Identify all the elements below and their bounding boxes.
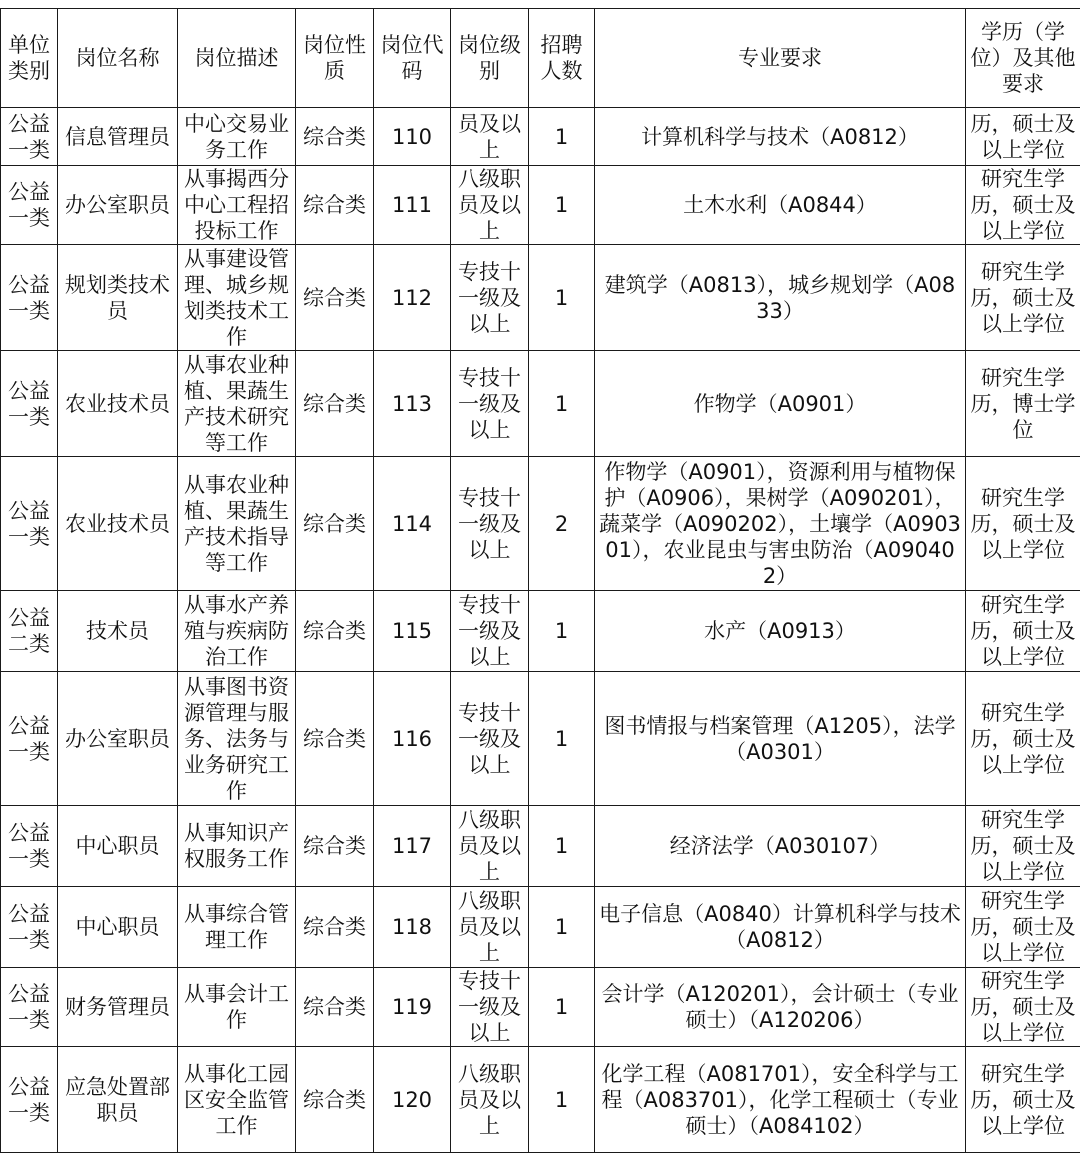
table-row — [1, 108, 1080, 166]
count-cell: 1 — [529, 887, 595, 968]
unit-type-cell: 公益一类 — [1, 351, 58, 457]
code-cell: 120 — [374, 1047, 451, 1153]
header-row — [1, 9, 1080, 108]
education-cell: 研究生学历，硕士及以上学位 — [966, 591, 1080, 672]
header-level: 岗位级别 — [451, 9, 529, 108]
post-name-cell: 农业技术员 — [58, 457, 178, 591]
unit-type-cell: 公益一类 — [1, 887, 58, 968]
nature-cell: 综合类 — [296, 166, 374, 245]
post-name-cell: 应急处置部职员 — [58, 1047, 178, 1153]
description-cell: 从事农业种植、果蔬生产技术指导等工作 — [178, 457, 296, 591]
header-post-name: 岗位名称 — [58, 9, 178, 108]
unit-type-cell: 公益一类 — [1, 108, 58, 166]
description-cell: 从事化工园区安全监管工作 — [178, 1047, 296, 1153]
recruitment-table — [0, 8, 1080, 1153]
major-cell: 电子信息（A0840）计算机科学与技术（A0812） — [595, 887, 966, 968]
level-cell: 专技十一级及以上 — [451, 245, 529, 351]
level-cell: 员及以上 — [451, 108, 529, 166]
header-code: 岗位代码 — [374, 9, 451, 108]
count-cell: 1 — [529, 166, 595, 245]
table-row — [1, 806, 1080, 887]
table-row — [1, 351, 1080, 457]
major-cell: 水产（A0913） — [595, 591, 966, 672]
post-name-cell: 技术员 — [58, 591, 178, 672]
post-name-cell: 办公室职员 — [58, 672, 178, 806]
unit-type-cell: 公益一类 — [1, 166, 58, 245]
table-row — [1, 245, 1080, 351]
description-cell: 从事会计工作 — [178, 968, 296, 1047]
nature-cell: 综合类 — [296, 672, 374, 806]
major-cell: 图书情报与档案管理（A1205），法学（A0301） — [595, 672, 966, 806]
table-row — [1, 672, 1080, 806]
nature-cell: 综合类 — [296, 457, 374, 591]
level-cell: 八级职员及以上 — [451, 887, 529, 968]
level-cell: 专技十一级及以上 — [451, 591, 529, 672]
table-row — [1, 1047, 1080, 1153]
nature-cell: 综合类 — [296, 351, 374, 457]
code-cell: 116 — [374, 672, 451, 806]
count-cell: 2 — [529, 457, 595, 591]
nature-cell: 综合类 — [296, 806, 374, 887]
count-cell: 1 — [529, 968, 595, 1047]
major-cell: 会计学（A120201），会计硕士（专业硕士）（A120206） — [595, 968, 966, 1047]
education-cell: 研究生学历，硕士及以上学位 — [966, 672, 1080, 806]
post-name-cell: 中心职员 — [58, 806, 178, 887]
major-cell: 作物学（A0901） — [595, 351, 966, 457]
level-cell: 专技十一级及以上 — [451, 672, 529, 806]
code-cell: 113 — [374, 351, 451, 457]
education-cell: 历，硕士及以上学位 — [966, 108, 1080, 166]
count-cell: 1 — [529, 806, 595, 887]
description-cell: 从事综合管理工作 — [178, 887, 296, 968]
nature-cell: 综合类 — [296, 108, 374, 166]
nature-cell: 综合类 — [296, 887, 374, 968]
code-cell: 114 — [374, 457, 451, 591]
post-name-cell: 农业技术员 — [58, 351, 178, 457]
count-cell: 1 — [529, 591, 595, 672]
code-cell: 111 — [374, 166, 451, 245]
education-cell: 研究生学历，硕士及以上学位 — [966, 166, 1080, 245]
description-cell: 从事水产养殖与疾病防治工作 — [178, 591, 296, 672]
post-name-cell: 规划类技术员 — [58, 245, 178, 351]
header-count: 招聘人数 — [529, 9, 595, 108]
education-cell: 研究生学历，硕士及以上学位 — [966, 887, 1080, 968]
count-cell: 1 — [529, 672, 595, 806]
level-cell: 八级职员及以上 — [451, 166, 529, 245]
level-cell: 专技十一级及以上 — [451, 457, 529, 591]
post-name-cell: 办公室职员 — [58, 166, 178, 245]
education-cell: 研究生学历，硕士及以上学位 — [966, 1047, 1080, 1153]
description-cell: 从事农业种植、果蔬生产技术研究等工作 — [178, 351, 296, 457]
level-cell: 八级职员及以上 — [451, 1047, 529, 1153]
count-cell: 1 — [529, 108, 595, 166]
description-cell: 从事建设管理、城乡规划类技术工作 — [178, 245, 296, 351]
header-education: 学历（学位）及其他要求 — [966, 9, 1080, 108]
post-name-cell: 信息管理员 — [58, 108, 178, 166]
education-cell: 研究生学历，博士学位 — [966, 351, 1080, 457]
count-cell: 1 — [529, 351, 595, 457]
major-cell: 经济法学（A030107） — [595, 806, 966, 887]
education-cell: 研究生学历，硕士及以上学位 — [966, 245, 1080, 351]
major-cell: 化学工程（A081701），安全科学与工程（A083701），化学工程硕士（专业硕士）（A084102） — [595, 1047, 966, 1153]
count-cell: 1 — [529, 245, 595, 351]
unit-type-cell: 公益一类 — [1, 245, 58, 351]
table-row — [1, 968, 1080, 1047]
unit-type-cell: 公益一类 — [1, 1047, 58, 1153]
unit-type-cell: 公益二类 — [1, 591, 58, 672]
major-cell: 建筑学（A0813），城乡规划学（A0833） — [595, 245, 966, 351]
major-cell: 计算机科学与技术（A0812） — [595, 108, 966, 166]
code-cell: 110 — [374, 108, 451, 166]
count-cell: 1 — [529, 1047, 595, 1153]
unit-type-cell: 公益一类 — [1, 457, 58, 591]
description-cell: 中心交易业务工作 — [178, 108, 296, 166]
nature-cell: 综合类 — [296, 245, 374, 351]
level-cell: 八级职员及以上 — [451, 806, 529, 887]
education-cell: 研究生学历，硕士及以上学位 — [966, 968, 1080, 1047]
table-row — [1, 887, 1080, 968]
post-name-cell: 财务管理员 — [58, 968, 178, 1047]
major-cell: 土木水利（A0844） — [595, 166, 966, 245]
header-nature: 岗位性质 — [296, 9, 374, 108]
code-cell: 117 — [374, 806, 451, 887]
level-cell: 专技十一级及以上 — [451, 968, 529, 1047]
table-row — [1, 166, 1080, 245]
code-cell: 118 — [374, 887, 451, 968]
nature-cell: 综合类 — [296, 591, 374, 672]
header-major: 专业要求 — [595, 9, 966, 108]
table-row — [1, 591, 1080, 672]
level-cell: 专技十一级及以上 — [451, 351, 529, 457]
nature-cell: 综合类 — [296, 968, 374, 1047]
education-cell: 研究生学历，硕士及以上学位 — [966, 806, 1080, 887]
header-description: 岗位描述 — [178, 9, 296, 108]
description-cell: 从事揭西分中心工程招投标工作 — [178, 166, 296, 245]
header-unit-type: 单位类别 — [1, 9, 58, 108]
table-row — [1, 457, 1080, 591]
code-cell: 119 — [374, 968, 451, 1047]
unit-type-cell: 公益一类 — [1, 672, 58, 806]
code-cell: 112 — [374, 245, 451, 351]
education-cell: 研究生学历，硕士及以上学位 — [966, 457, 1080, 591]
major-cell: 作物学（A0901），资源利用与植物保护（A0906），果树学（A090201），蔬菜学（A090202），土壤学（A090301），农业昆虫与害虫防治（A090402） — [595, 457, 966, 591]
unit-type-cell: 公益一类 — [1, 806, 58, 887]
code-cell: 115 — [374, 591, 451, 672]
description-cell: 从事图书资源管理与服务、法务与业务研究工作 — [178, 672, 296, 806]
post-name-cell: 中心职员 — [58, 887, 178, 968]
unit-type-cell: 公益一类 — [1, 968, 58, 1047]
description-cell: 从事知识产权服务工作 — [178, 806, 296, 887]
nature-cell: 综合类 — [296, 1047, 374, 1153]
